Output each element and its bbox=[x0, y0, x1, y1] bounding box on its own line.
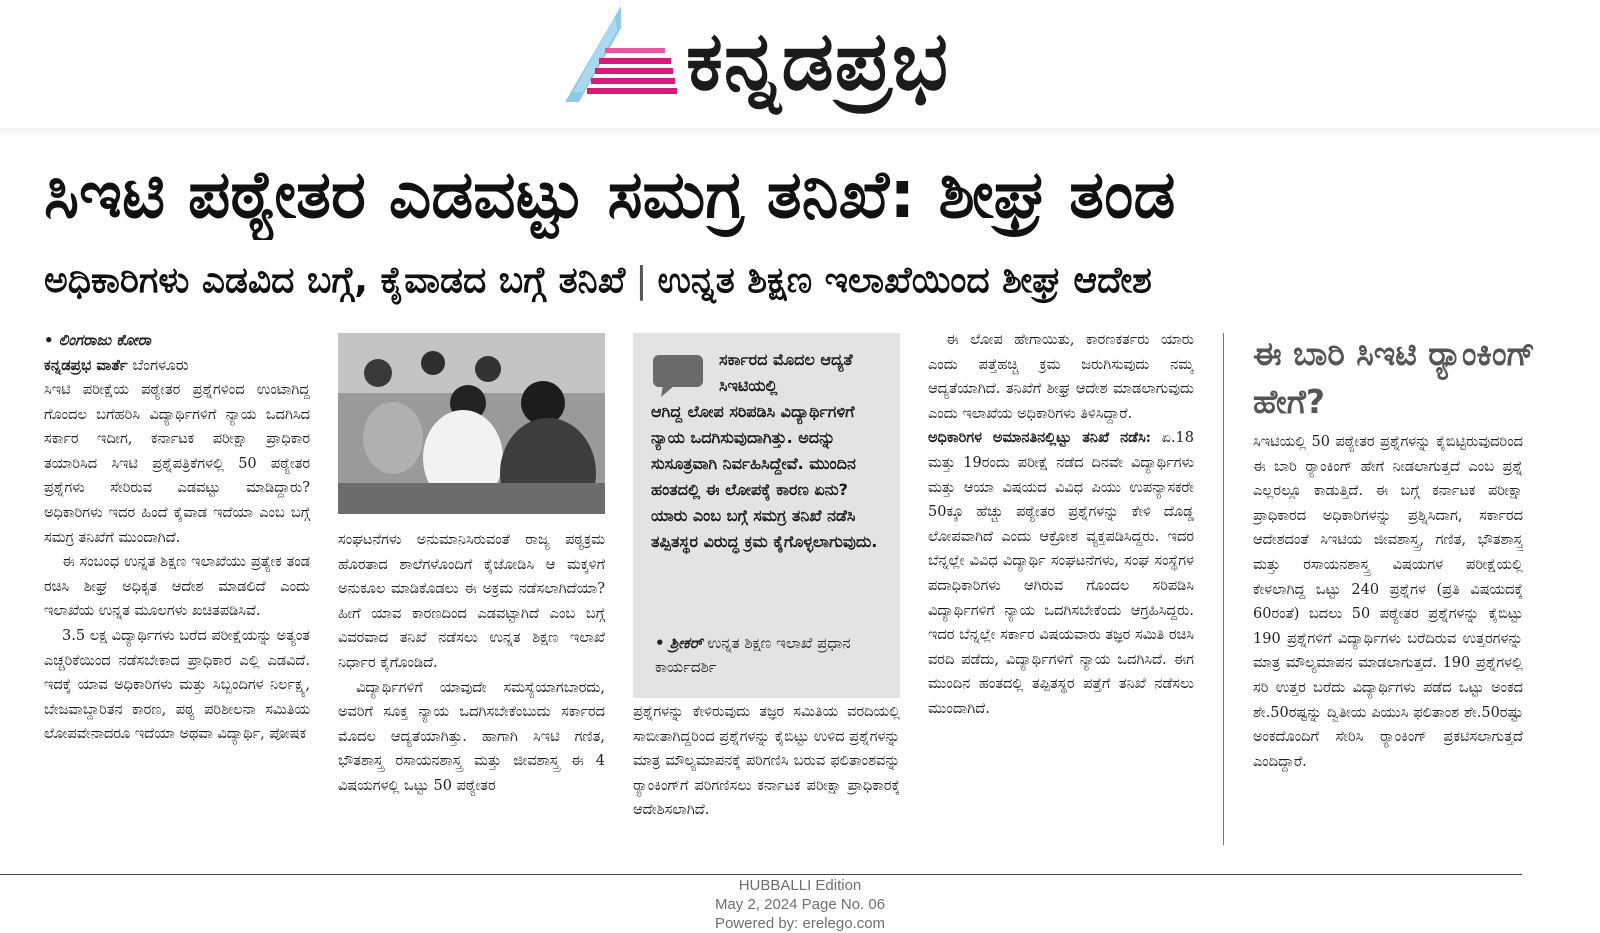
paragraph: ಈ ಸಂಬಂಧ ಉನ್ನತ ಶಿಕ್ಷಣ ಇಲಾಖೆಯು ಪ್ರತ್ಯೇಕ ತಂಡ ರಚಿಸಿ ಶೀಘ್ರ ಅಧಿಕೃತ ಆದೇಶ ಮಾಡಲಿದೆ ಎಂದು ಇಲಾಖೆಯ ಉನ್ನತ ಮೂಲಗಳು ಖಚಿತಪಡಿಸಿವೆ. bbox=[44, 554, 310, 620]
subhead-left: ಅಧಿಕಾರಿಗಳು ಎಡವಿದ ಬಗ್ಗೆ, ಕೈವಾಡದ ಬಗ್ಗೆ ತನಿಖೆ bbox=[44, 260, 626, 301]
quote-credit-role: ಉನ್ನತ ಶಿಕ್ಷಣ ಇಲಾಖೆ ಪ್ರಧಾನ ಕಾರ್ಯದರ್ಶಿ bbox=[655, 634, 851, 676]
quote-text bbox=[651, 347, 887, 555]
kannadaprabha-logo-icon bbox=[565, 6, 677, 102]
paragraph: ಈ ಲೋಪ ಹೇಗಾಯಿತು, ಕಾರಣಕರ್ತರು ಯಾರು ಎಂದು ಪತ್ತೆಹಚ್ಚಿ ಕ್ರಮ ಜರುಗಿಸುವುದು ನಮ್ಮ ಆದ್ಯತೆಯಾಗಿದೆ. ತನಿಖೆಗೆ ಶೀಘ್ರ ಆದೇಶ ಮಾಡಲಾಗುವುದು ಎಂದು ಇಲಾಖೆಯ ಅಧಿಕಾರಿಗಳು ತಿಳಿಸಿದ್ದಾರೆ. bbox=[928, 332, 1194, 422]
paragraph: 3.5 ಲಕ್ಷ ವಿದ್ಯಾರ್ಥಿಗಳು ಬರೆದ ಪರೀಕ್ಷೆಯನ್ನು ಅತ್ಯಂತ ಎಚ್ಚರಿಕೆಯಿಂದ ನಡೆಸಬೇಕಾದ ಪ್ರಾಧಿಕಾರ ಎಲ್ಲಿ ಎಡವಿದೆ. ಇದಕ್ಕೆ ಯಾವ ಅಧಿಕಾರಿಗಳು ಮತ್ತು ಸಿಬ್ಬಂದಿಗಳ ನಿರ್ಲಕ್ಷ್ಯ, ಬೇಜವಾಬ್ದಾರಿತನ ಕಾರಣ, ಪಠ್ಯ ಪರಿಶೀಲನಾ ಸಮಿತಿಯ ಲೋಪವೇನಾದರೂ ಇದೆಯಾ ಅಥವಾ ವಿದ್ಯಾರ್ಥಿ, ಪೋಷಕ bbox=[44, 627, 310, 743]
sidebar-title: ಈ ಬಾರಿ ಸಿಇಟಿ ರ‍್ಯಾಂಕಿಂಗ್ ಹೇಗೆ? bbox=[1253, 334, 1536, 421]
paragraph: ಸಿಇಟಿ ಪರೀಕ್ಷೆಯ ಪಠ್ಯೇತರ ಪ್ರಶ್ನೆಗಳಿಂದ ಉಂಟಾಗಿದ್ದ ಗೊಂದಲ ಬಗೆಹರಿಸಿ ವಿದ್ಯಾರ್ಥಿಗಳಿಗೆ ನ್ಯಾಯ ಒದಗಿಸಿದ ಸರ್ಕಾರ ಇದೀಗ, ಕರ್ನಾಟಕ ಪರೀಕ್ಷಾ ಪ್ರಾಧಿಕಾರ ತಯಾರಿಸಿದ ಸಿಇಟಿ ಪ್ರಶ್ನೆಪತ್ರಿಕೆಗಳಲ್ಲಿ 50 ಪಠ್ಯೇತರ ಪ್ರಶ್ನೆಗಳು ಸೇರಿರುವ ಎಡವಟ್ಟು ಮಾಡಿದ್ದಾರು? ಅಧಿಕಾರಿಗಳು ಇದರ ಹಿಂದೆ ಕೈವಾಡ ಇದೆಯಾ ಎಂಬ ಬಗ್ಗೆ ಸಮಗ್ರ ತನಿಖೆಗೆ ಮುಂದಾಗಿದೆ. bbox=[44, 382, 310, 546]
footer bbox=[0, 876, 1600, 933]
subheadline bbox=[44, 252, 1564, 310]
powered-by-link[interactable]: Powered by: erelego.com bbox=[714, 915, 886, 932]
headline: ಸಿಇಟಿ ಪಠ್ಯೇತರ ಎಡವಟ್ಟು ಸಮಗ್ರ ತನಿಖೆ: ಶೀಘ್ರ ತಂಡ bbox=[44, 156, 1176, 233]
article-photo bbox=[338, 333, 605, 514]
article-column-2 bbox=[338, 528, 605, 848]
edition-label: HUBBALLI Edition bbox=[738, 877, 862, 894]
subhead-separator: | bbox=[635, 260, 648, 301]
quote-credit-name: • ಶ್ರೀಕರ್ bbox=[655, 634, 703, 652]
masthead-divider bbox=[0, 128, 1600, 136]
article-column-3 bbox=[633, 700, 900, 848]
column-divider bbox=[1223, 333, 1224, 845]
quote-lead: ಸರ್ಕಾರದ ಮೊದಲ ಆದ್ಯತೆ ಸಿಇಟಿಯಲ್ಲಿ bbox=[719, 350, 853, 395]
students-writing-exam-icon bbox=[338, 333, 605, 514]
date-page-label: May 2, 2024 Page No. 06 bbox=[714, 896, 886, 913]
quote-box bbox=[633, 333, 900, 698]
footer-rule bbox=[0, 874, 1522, 875]
byline-source-name: ಕನ್ನಡಪ್ರಭ ವಾರ್ತೆ bbox=[44, 356, 128, 374]
article-column-1 bbox=[44, 328, 310, 848]
sidebar-body bbox=[1253, 430, 1523, 848]
paragraph: ಸಂಘಟನೆಗಳು ಅನುಮಾನಿಸಿರುವಂತೆ ರಾಜ್ಯ ಪಠ್ಯಕ್ರಮ ಹೊರತಾದ ಶಾಲೆಗಳೊಂದಿಗೆ ಕೈಜೋಡಿಸಿ ಆ ಮಕ್ಕಳಿಗೆ ಅನುಕೂಲ ಮಾಡಿಕೊಡಲು ಈ ಅಕ್ರಮ ನಡೆಸಲಾಗಿದೆಯಾ? ಹೀಗೆ ಯಾವ ಕಾರಣದಿಂದ ಎಡವಟ್ಟಾಗಿದೆ ಎಂಬ ಬಗ್ಗೆ ವಿವರವಾದ ತನಿಖೆ ನಡೆಸಲು ಉನ್ನತ ಶಿಕ್ಷಣ ಇಲಾಖೆ ನಿರ್ಧಾರ ಕೈಗೊಂಡಿದೆ. bbox=[338, 532, 605, 671]
subhead-right: ಉನ್ನತ ಶಿಕ್ಷಣ ಇಲಾಖೆಯಿಂದ ಶೀಘ್ರ ಆದೇಶ bbox=[657, 260, 1152, 301]
quote-rest: ಆಗಿದ್ದ ಲೋಪ ಸರಿಪಡಿಸಿ ವಿದ್ಯಾರ್ಥಿಗಳಿಗೆ ನ್ಯಾಯ ಒದಗಿಸುವುದಾಗಿತ್ತು. ಅದನ್ನು ಸುಸೂತ್ರವಾಗಿ ನಿರ್ವಹಿಸಿದ್ದೇವೆ. ಮುಂದಿನ ಹಂತದಲ್ಲಿ ಈ ಲೋಪಕ್ಕೆ ಕಾರಣ ಏನು? ಯಾರು ಎಂಬ ಬಗ್ಗೆ ಸಮಗ್ರ ತನಿಖೆ ನಡೆಸಿ ತಪ್ಪಿತಸ್ಥರ ವಿರುದ್ಧ ಕ್ರಮ ಕೈಗೊಳ್ಳಲಾಗುವುದು. bbox=[651, 402, 878, 551]
byline-source bbox=[44, 353, 310, 378]
byline-author: • ಲಿಂಗರಾಜು ಕೋರಾ bbox=[44, 331, 151, 349]
byline-place: ಬೆಂಗಳೂರು bbox=[132, 356, 189, 374]
paragraph: ವಿದ್ಯಾರ್ಥಿಗಳಿಗೆ ಯಾವುದೇ ಸಮಸ್ಯೆಯಾಗಬಾರದು, ಅವರಿಗೆ ಸೂಕ್ತ ನ್ಯಾಯ ಒದಗಿಸಬೇಕೆಂಬುದು ಸರ್ಕಾರದ ಮೊದಲ ಆದ್ಯತೆಯಾಗಿತ್ತು. ಹಾಗಾಗಿ ಸಿಇಟಿ ಗಣಿತ, ಭೌತಶಾಸ್ತ್ರ ರಸಾಯನಶಾಸ್ತ್ರ ಮತ್ತು ಜೀವಶಾಸ್ತ್ರ ಈ 4 ವಿಷಯಗಳಲ್ಲಿ ಒಟ್ಟು 50 ಪಠ್ಯೇತರ bbox=[338, 679, 605, 794]
paragraph: ಸಿಇಟಿಯಲ್ಲಿ 50 ಪಠ್ಯೇತರ ಪ್ರಶ್ನೆಗಳನ್ನು ಕೈಬಿಟ್ಟಿರುವುದರಿಂದ ಈ ಬಾರಿ ರ‍್ಯಾಂಕಿಂಗ್ ಹೇಗೆ ನೀಡಲಾಗುತ್ತದೆ ಎಂಬ ಪ್ರಶ್ನೆ ಎಲ್ಲರಲ್ಲೂ ಕಾಡುತ್ತಿದೆ. ಈ ಬಗ್ಗೆ ಕರ್ನಾಟಕ ಪರೀಕ್ಷಾ ಪ್ರಾಧಿಕಾರದ ಅಧಿಕಾರಿಗಳನ್ನು ಪ್ರಶ್ನಿಸಿದಾಗ, ಸರ್ಕಾರದ ಆದೇಶದಂತೆ ಸಿಇಟಿಯ ಜೀವಶಾಸ್ತ್ರ, ಗಣಿತ, ಭೌತಶಾಸ್ತ್ರ ಮತ್ತು ರಸಾಯನಶಾಸ್ತ್ರ ವಿಷಯಗಳ ಪರೀಕ್ಷೆಯಲ್ಲಿ ಕೇಳಲಾಗಿದ್ದ ಒಟ್ಟು 240 ಪ್ರಶ್ನೆಗಳ (ಪ್ರತಿ ವಿಷಯದಕ್ಕೆ 60ರಂತೆ) ಬದಲು 50 ಪಠ್ಯೇತರ ಪ್ರಶ್ನೆಗಳನ್ನು ಕೈಬಿಟ್ಟು 190 ಪ್ರಶ್ನೆಗಳಿಗೆ ವಿದ್ಯಾರ್ಥಿಗಳು ಬರೆದಿರುವ ಉತ್ತರಗಳನ್ನು ಮಾತ್ರ ಮೌಲ್ಯಮಾಪನ ಮಾಡಲಾಗುತ್ತದೆ. 190 ಪ್ರಶ್ನೆಗಳಲ್ಲಿ ಸರಿ ಉತ್ತರ ಬರೆದು ವಿದ್ಯಾರ್ಥಿಗಳು ಪಡೆದ ಒಟ್ಟು ಅಂಕದ ಶೇ.50ರಷ್ಟನ್ನು ದ್ವಿತೀಯ ಪಿಯುಸಿ ಫಲಿತಾಂಶ ಶೇ.50ರಷ್ಟು ಅಂಕದೊಂದಿಗೆ ಸೇರಿಸಿ ರ‍್ಯಾಂಕಿಂಗ್ ಪ್ರಕಟಿಸಲಾಗುತ್ತದೆ ಎಂದಿದ್ದಾರೆ. bbox=[1253, 434, 1523, 770]
masthead-logo-text: ಕನ್ನಡಪ್ರಭ bbox=[686, 14, 949, 109]
paragraph: ಪ್ರಶ್ನೆಗಳನ್ನು ಕೇಳಿರುವುದು ತಜ್ಞರ ಸಮಿತಿಯ ವರದಿಯಲ್ಲಿ ಸಾಬೀತಾಗಿದ್ದರಿಂದ ಪ್ರಶ್ನೆಗಳನ್ನು ಕೈಬಿಟ್ಟು ಉಳಿದ ಪ್ರಶ್ನೆಗಳನ್ನು ಮಾತ್ರ ಮೌಲ್ಯಮಾಪನಕ್ಕೆ ಪರಿಗಣಿಸಿ ಬರುವ ಫಲಿತಾಂಶವನ್ನು ರ‍್ಯಾಂಕಿಂಗ್‌ಗೆ ಪರಿಗಣಿಸಲು ಕರ್ನಾಟಕ ಪರೀಕ್ಷಾ ಪ್ರಾಧಿಕಾರಕ್ಕೆ ಆದೇಶಿಸಲಾಗಿದೆ. bbox=[633, 704, 900, 819]
quote-credit bbox=[655, 631, 891, 679]
paragraph-text: ಏ.18 ಮತ್ತು 19ರಂದು ಪರೀಕ್ಷೆ ನಡೆದ ದಿನವೇ ವಿದ್ಯಾರ್ಥಿಗಳು ಮತ್ತು ಆಯಾ ವಿಷಯದ ವಿವಿಧ ಪಿಯು ಉಪನ್ಯಾಸಕರೇ 50ಕ್ಕೂ ಹೆಚ್ಚು ಪಠ್ಯೇತರ ಪ್ರಶ್ನೆಗಳನ್ನು ಕೇಳಿ ದೊಡ್ಡ ಲೋಪವಾಗಿದೆ ಎಂದು ಆಕ್ರೋಶ ವ್ಯಕ್ತಪಡಿಸಿದ್ದರು. ಇದರ ಬೆನ್ನಲ್ಲೇ ವಿವಿಧ ವಿದ್ಯಾರ್ಥಿ ಸಂಘಟನೆಗಳು, ಸಂಘ ಸಂಸ್ಥೆಗಳ ಪದಾಧಿಕಾರಿಗಳು ಆಗಿರುವ ಗೊಂದಲ ಸರಿಪಡಿಸಿ ವಿದ್ಯಾರ್ಥಿಗಳಿಗೆ ನ್ಯಾಯ ಒದಗಿಸಬೇಕೆಂದು ಆಗ್ರಹಿಸಿದ್ದರು. ಇದರ ಬೆನ್ನಲ್ಲೇ ಸರ್ಕಾರ ವಿಷಯವಾರು ತಜ್ಞರ ಸಮಿತಿ ರಚಿಸಿ ವರದಿ ಪಡೆದು, ವಿದ್ಯಾರ್ಥಿಗಳಿಗೆ ನ್ಯಾಯ ಒದಗಿಸಿದೆ. ಈಗ ಮುಂದಿನ ಹಂತದಲ್ಲಿ ತಪ್ಪಿತಸ್ಥರ ಪತ್ತೆಗೆ ತನಿಖೆ ನಡೆಸಲು ಮುಂದಾಗಿದೆ. bbox=[928, 430, 1194, 717]
paragraph bbox=[928, 426, 1194, 721]
masthead bbox=[0, 0, 1600, 128]
subhead-inline: ಅಧಿಕಾರಿಗಳ ಅಮಾನತಿನಲ್ಲಿಟ್ಟು ತನಿಖೆ ನಡೆಸಿ: bbox=[928, 429, 1152, 447]
article-column-4 bbox=[928, 328, 1194, 848]
